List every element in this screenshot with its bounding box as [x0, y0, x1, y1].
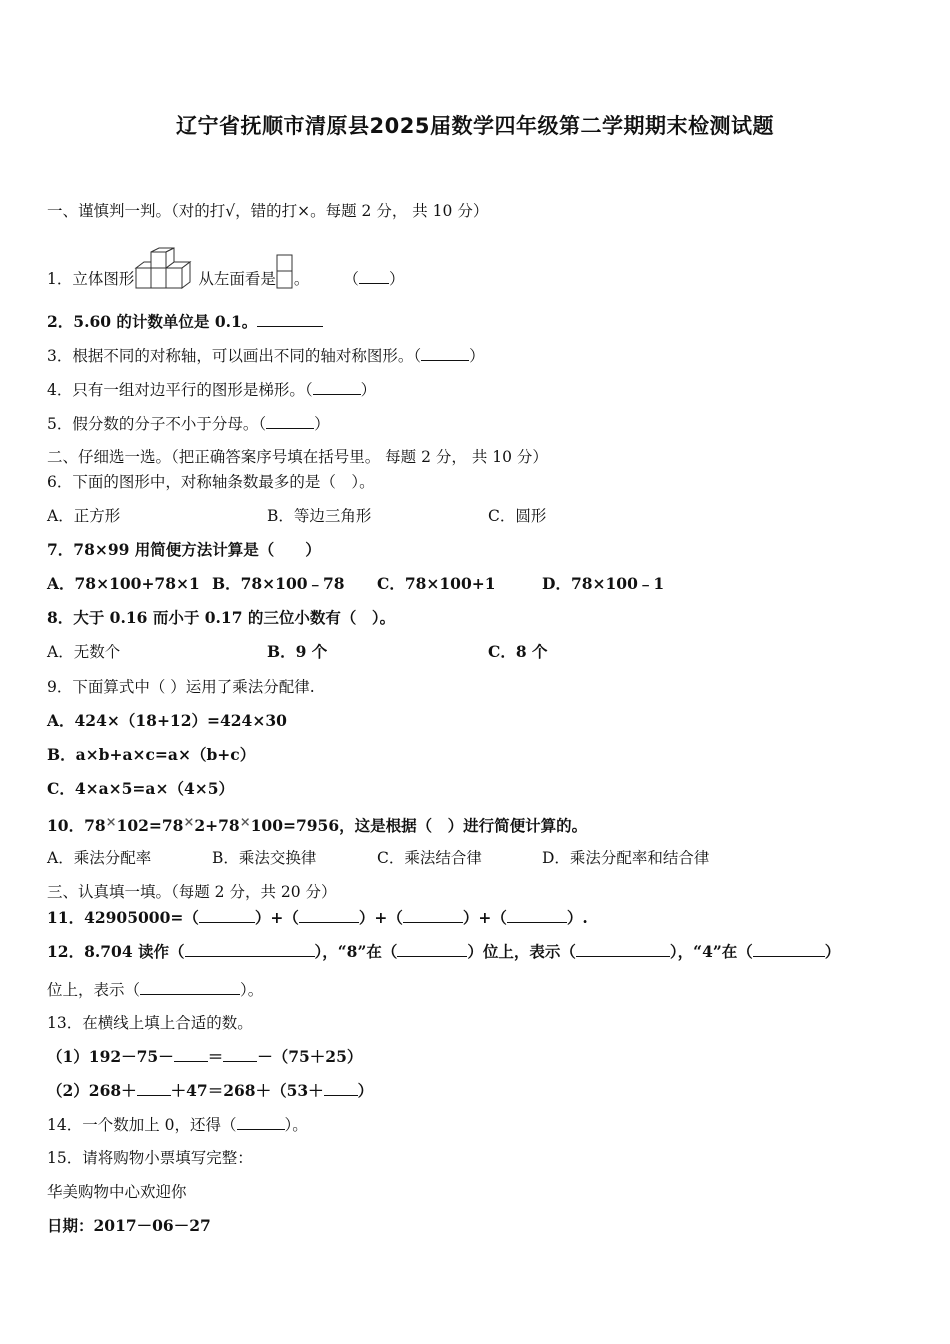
answer-blank[interactable] — [223, 1046, 257, 1062]
option-b[interactable]: B．78×100﹣78 — [212, 574, 345, 593]
question-7: 7．78×99 用简便方法计算是（ ） — [47, 540, 321, 559]
page-title: 辽宁省抚顺市清原县2025届数学四年级第二学期期末检测试题 — [176, 114, 774, 138]
question-5: 5．假分数的分子不小于分母。（ ） — [47, 415, 330, 433]
question-12: 12．8.704 读作（ ），“8”在（ ）位上，表示（ ），“4”在（ ） — [47, 942, 841, 961]
answer-blank[interactable] — [313, 379, 361, 395]
section-3-heading: 三、认真填一填。（每题 2 分，共 20 分） — [47, 883, 337, 901]
option-b[interactable]: B．乘法交换律 — [212, 849, 317, 867]
section-1-heading: 一、谨慎判一判。（对的打√，错的打×。每题 2 分， 共 10 分） — [47, 202, 489, 220]
question-13-part-1: （1）192－75－ ＝ －（75＋25） — [47, 1047, 363, 1066]
question-1: 1．立体图形 从左面看是 。 （ ） — [47, 246, 404, 276]
option-b[interactable]: B．等边三角形 — [267, 507, 372, 525]
answer-blank[interactable] — [403, 907, 463, 923]
answer-blank[interactable] — [397, 941, 467, 957]
left-view-icon — [276, 254, 294, 290]
question-8: 8．大于 0.16 而小于 0.17 的三位小数有（ ）。 — [47, 608, 396, 627]
option-a[interactable]: A．正方形 — [47, 507, 121, 525]
answer-blank[interactable] — [299, 907, 359, 923]
answer-blank[interactable] — [359, 268, 389, 284]
question-12-line-2: 位上，表示（ ）。 — [47, 981, 264, 999]
answer-blank[interactable] — [324, 1080, 358, 1096]
question-10: 10．78×102=78×2+78×100=7956，这是根据（ ）进行简便计算的。 — [47, 815, 588, 835]
option-a[interactable]: A．无数个 — [47, 643, 121, 661]
option-b[interactable]: B．9 个 — [267, 642, 328, 661]
option-c[interactable]: C．圆形 — [488, 507, 547, 525]
question-13-part-2: （2）268＋ ＋47＝268＋（53＋ ） — [47, 1081, 374, 1100]
section-2-heading: 二、仔细选一选。（把正确答案序号填在括号里。 每题 2 分， 共 10 分） — [47, 448, 548, 466]
option-c[interactable]: C．乘法结合律 — [377, 849, 482, 867]
question-9: 9．下面算式中（ ）运用了乘法分配律. — [47, 678, 315, 696]
question-11: 11．42905000=（ ）+（ ）+（ ）+（ ）. — [47, 908, 588, 927]
question-3: 3．根据不同的对称轴，可以画出不同的轴对称图形。（ ） — [47, 347, 485, 365]
answer-blank[interactable] — [137, 1080, 171, 1096]
option-c[interactable]: C．4×a×5=a×（4×5） — [47, 779, 234, 798]
option-a[interactable]: A．424×（18+12）=424×30 — [47, 711, 287, 730]
option-b[interactable]: B．a×b+a×c=a×（b+c） — [47, 745, 256, 764]
question-14: 14．一个数加上 0，还得（ ）。 — [47, 1116, 308, 1134]
multiply-sign: × — [105, 815, 117, 830]
answer-blank[interactable] — [753, 941, 825, 957]
answer-blank[interactable] — [257, 311, 323, 327]
question-6: 6．下面的图形中，对称轴条数最多的是（ ）。 — [47, 473, 375, 491]
answer-blank[interactable] — [421, 345, 469, 361]
question-4: 4．只有一组对边平行的图形是梯形。（ ） — [47, 381, 377, 399]
answer-blank[interactable] — [140, 979, 240, 995]
answer-blank[interactable] — [237, 1114, 285, 1130]
answer-blank[interactable] — [507, 907, 567, 923]
question-15: 15．请将购物小票填写完整： — [47, 1149, 253, 1167]
option-d[interactable]: D．78×100﹣1 — [542, 574, 665, 593]
option-a[interactable]: A．乘法分配率 — [47, 849, 152, 867]
cube-figure-icon — [134, 246, 198, 290]
receipt-date: 日期：2017－06－27 — [47, 1216, 211, 1235]
multiply-sign: × — [239, 815, 251, 830]
answer-blank[interactable] — [174, 1046, 208, 1062]
question-2: 2．5.60 的计数单位是 0.1。 — [47, 311, 323, 332]
multiply-sign: × — [183, 815, 195, 830]
option-c[interactable]: C．8 个 — [488, 642, 548, 661]
answer-blank[interactable] — [185, 941, 315, 957]
answer-blank[interactable] — [266, 413, 314, 429]
answer-blank[interactable] — [199, 907, 255, 923]
answer-blank[interactable] — [576, 941, 670, 957]
receipt-header: 华美购物中心欢迎你 — [47, 1183, 187, 1201]
option-d[interactable]: D．乘法分配率和结合律 — [542, 849, 710, 867]
option-a[interactable]: A．78×100+78×1 — [47, 574, 200, 593]
question-13: 13．在横线上填上合适的数。 — [47, 1014, 253, 1032]
option-c[interactable]: C．78×100+1 — [377, 574, 496, 593]
